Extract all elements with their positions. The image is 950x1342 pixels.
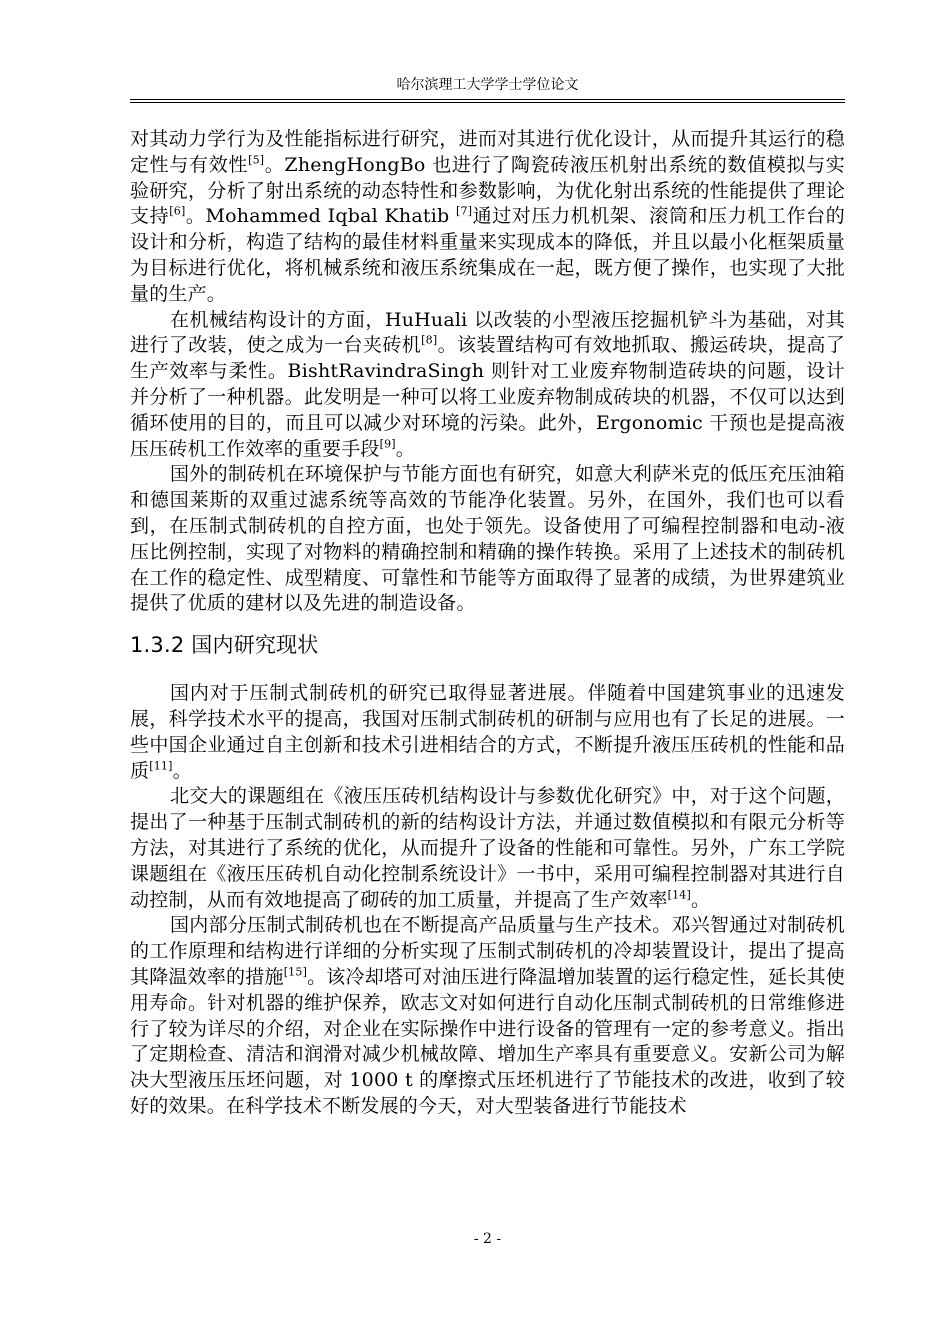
paragraph-1 [130,127,845,308]
text-run: 国内部分压制式制砖机也在不断提高产品质量与生产技术。邓兴智通过对制砖机的工作原理和结构进行详细的分析实现了压制式制砖机的冷却装置设计，提出了提高其降温效率的措施 [130,914,845,988]
citation-ref: [6] [169,205,186,219]
citation-ref: [11] [149,759,173,773]
citation-ref: [8] [421,334,438,348]
citation-ref: [7] [456,205,473,219]
citation-ref: [15] [283,965,308,979]
running-header: 哈尔滨理工大学学士学位论文 [396,77,579,93]
text-run: 北交大的课题组在《液压压砖机结构设计与参数优化研究》中，对于这个问题，提出了一种基于压制式制砖机的新的结构设计方法，并通过数值模拟和有限元分析等方法，对其进行了系统的优化，从而提升了设备的性能和可靠性。另外，广东工学院课题组在《液压压砖机自动化控制系统设计》一书中，采用可编程控制器对其进行自动控制，从而有效地提高了砌砖的加工质量，并提高了生产效率 [130,785,845,911]
paragraph-5 [130,784,845,913]
text-run: 。 [691,888,711,911]
citation-ref: [5] [248,153,265,167]
text-run: 通过对压力机机架、滚筒和压力机工作台的设计和分析，构造了结构的最佳材料重量来实现成本的降低，并且以最小化框架质量为目标进行优化，将机械系统和液压系统集成在一起，既方便了操作，也实现了大批量的生产。 [130,205,845,305]
paragraph-2 [130,308,845,463]
section-heading: 1.3.2 国内研究现状 [130,633,319,658]
text-run: 。Mohammed Iqbal Khatib [185,205,457,228]
text-run: 。该冷却塔可对油压进行降温增加装置的运行稳定性，延长其使用寿命。针对机器的维护保养，欧志文对如何进行自动化压制式制砖机的日常维修进行了较为详尽的介绍，对企业在实际操作中进行设备的管理有一定的参考意义。指出了定期检查、清洁和润滑对减少机械故障、增加生产率具有重要意义。安新公司为解决大型液压压坯问题，对 1000 t 的摩擦式压坯机进行了节能技术的改进，收到了较好的效果。在科学技术不断发展的今天，对大型装备进行节能技术 [130,965,845,1117]
paragraph-6 [130,913,845,1119]
text-run: 。该装置结构可有效地抓取、搬运砖块，提高了生产效率与柔性。BishtRavindraSingh 则针对工业废弃物制造砖块的问题，设计并分析了一种机器。此发明是一种可以将工业废弃物制成砖块的机器，不仅可以达到循环使用的目的，而且可以减少对环境的污染。此外，Ergonomic 干预也是提高液压压砖机工作效率的重要手段 [130,334,845,460]
text-run: 国外的制砖机在环境保护与节能方面也有研究，如意大利萨米克的低压充压油箱和德国莱斯的双重过滤系统等高效的节能净化装置。另外，在国外，我们也可以看到，在压制式制砖机的自控方面，也处于领先。设备使用了可编程控制器和电动-液压比例控制，实现了对物料的精确控制和精确的操作转换。采用了上述技术的制砖机在工作的稳定性、成型精度、可靠性和节能等方面取得了显著的成绩，为世界建筑业提供了优质的建材以及先进的制造设备。 [130,463,845,615]
text-run: 在机械结构设计的方面，HuHuali 以改装的小型液压挖掘机铲斗为基础，对其进行了改装，使之成为一台夹砖机 [130,308,845,357]
page-number: - 2 - [473,1231,502,1247]
header-rule [130,99,845,103]
text-run: 对其动力学行为及性能指标进行研究，进而对其进行优化设计，从而提升其运行的稳定性与有效性 [130,128,845,176]
paragraph-3 [130,462,845,617]
text-run: 国内对于压制式制砖机的研究已取得显著进展。伴随着中国建筑事业的迅速发展，科学技术水平的提高，我国对压制式制砖机的研制与应用也有了长足的进展。一些中国企业通过自主创新和技术引进相结合的方式，不断提升液压压砖机的性能和品质 [130,682,845,782]
citation-ref: [9] [379,437,396,451]
text-run: 。ZhengHongBo 也进行了陶瓷砖液压机射出系统的数值模拟与实验研究，分析了射出系统的动态特性和参数影响，为优化射出系统的性能提供了理论支持 [130,153,846,228]
paragraph-4 [130,681,845,784]
text-run: 。 [395,437,415,460]
body-text [130,127,845,1120]
citation-ref: [14] [667,888,691,902]
text-run: 。 [172,759,192,782]
